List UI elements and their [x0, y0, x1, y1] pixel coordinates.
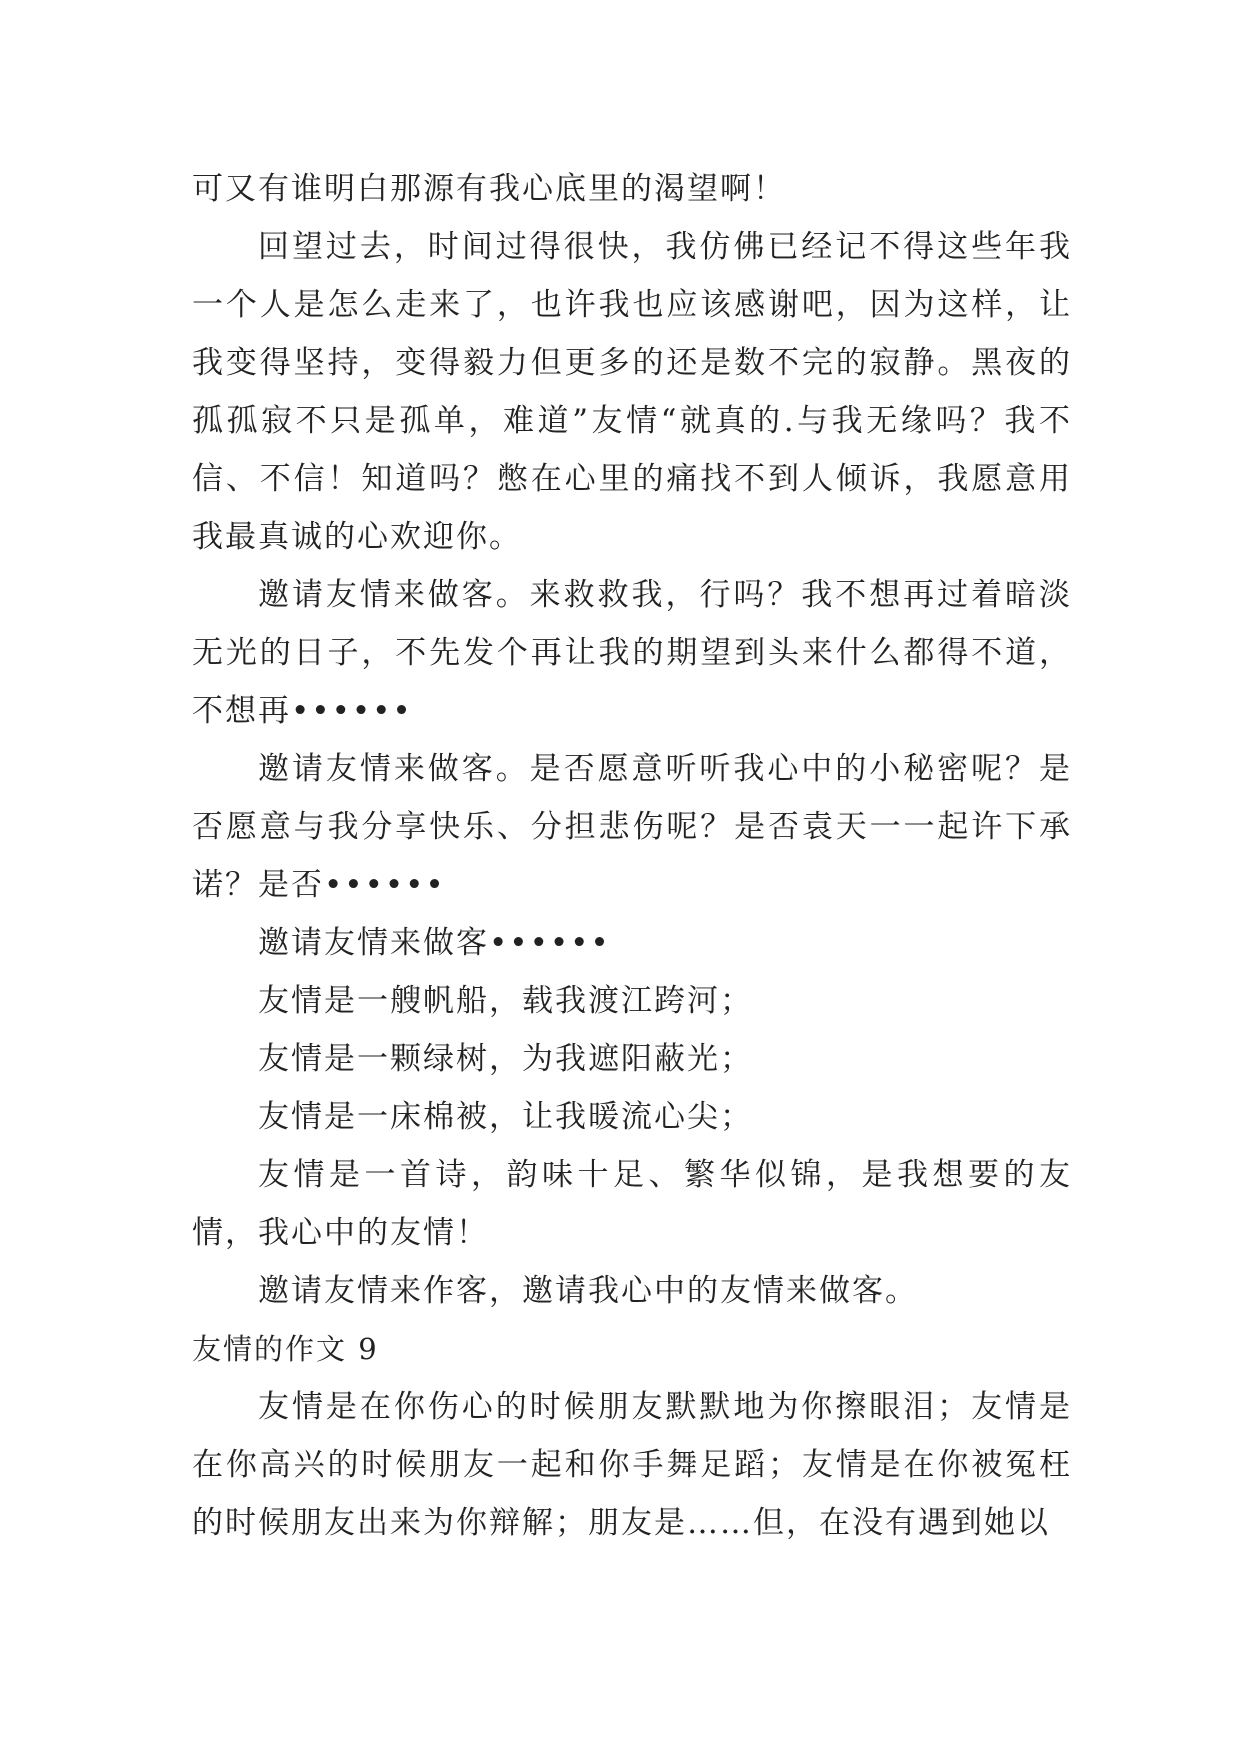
paragraph-6: 友情是一艘帆船，载我渡江跨河；: [258, 983, 753, 1019]
paragraph-1: 可又有谁明白那源有我心底里的渴望啊！: [192, 171, 786, 207]
section-heading: 友情的作文 9: [192, 1332, 379, 1366]
paragraph-8: 友情是一床棉被，让我暖流心尖；: [258, 1099, 753, 1135]
paragraph-5: 邀请友情来做客••••••: [258, 925, 611, 961]
paragraph-final: 友情是在你伤心的时候朋友默默地为你擦眼泪；友情是在你高兴的时候朋友一起和你手舞足蹈；友情是在你被冤枉的时候朋友出来为你辩解；朋友是……但，在没有遇到她以: [192, 1389, 1072, 1541]
paragraph-9: 友情是一首诗，韵味十足、繁华似锦，是我想要的友情，我心中的友情！: [192, 1157, 1072, 1251]
document-body: [192, 160, 1072, 1552]
paragraph-3: 邀请友情来做客。来救救我，行吗？我不想再过着暗淡无光的日子，不先发个再让我的期望到头来什么都得不道，不想再••••••: [192, 577, 1072, 729]
paragraph-4: 邀请友情来做客。是否愿意听听我心中的小秘密呢？是否愿意与我分享快乐、分担悲伤呢？是否袁天一一起许下承诺？是否••••••: [192, 751, 1072, 903]
paragraph-2: 回望过去，时间过得很快，我仿佛已经记不得这些年我一个人是怎么走来了，也许我也应该感谢吧，因为这样，让我变得坚持，变得毅力但更多的还是数不完的寂静。黑夜的孤孤寂不只是孤单，难道”友情“就真的.与我无缘吗？我不信、不信！知道吗？憋在心里的痛找不到人倾诉，我愿意用我最真诚的心欢迎你。: [192, 229, 1072, 555]
paragraph-7: 友情是一颗绿树，为我遮阳蔽光；: [258, 1041, 753, 1077]
paragraph-10: 邀请友情来作客，邀请我心中的友情来做客。: [258, 1273, 918, 1309]
